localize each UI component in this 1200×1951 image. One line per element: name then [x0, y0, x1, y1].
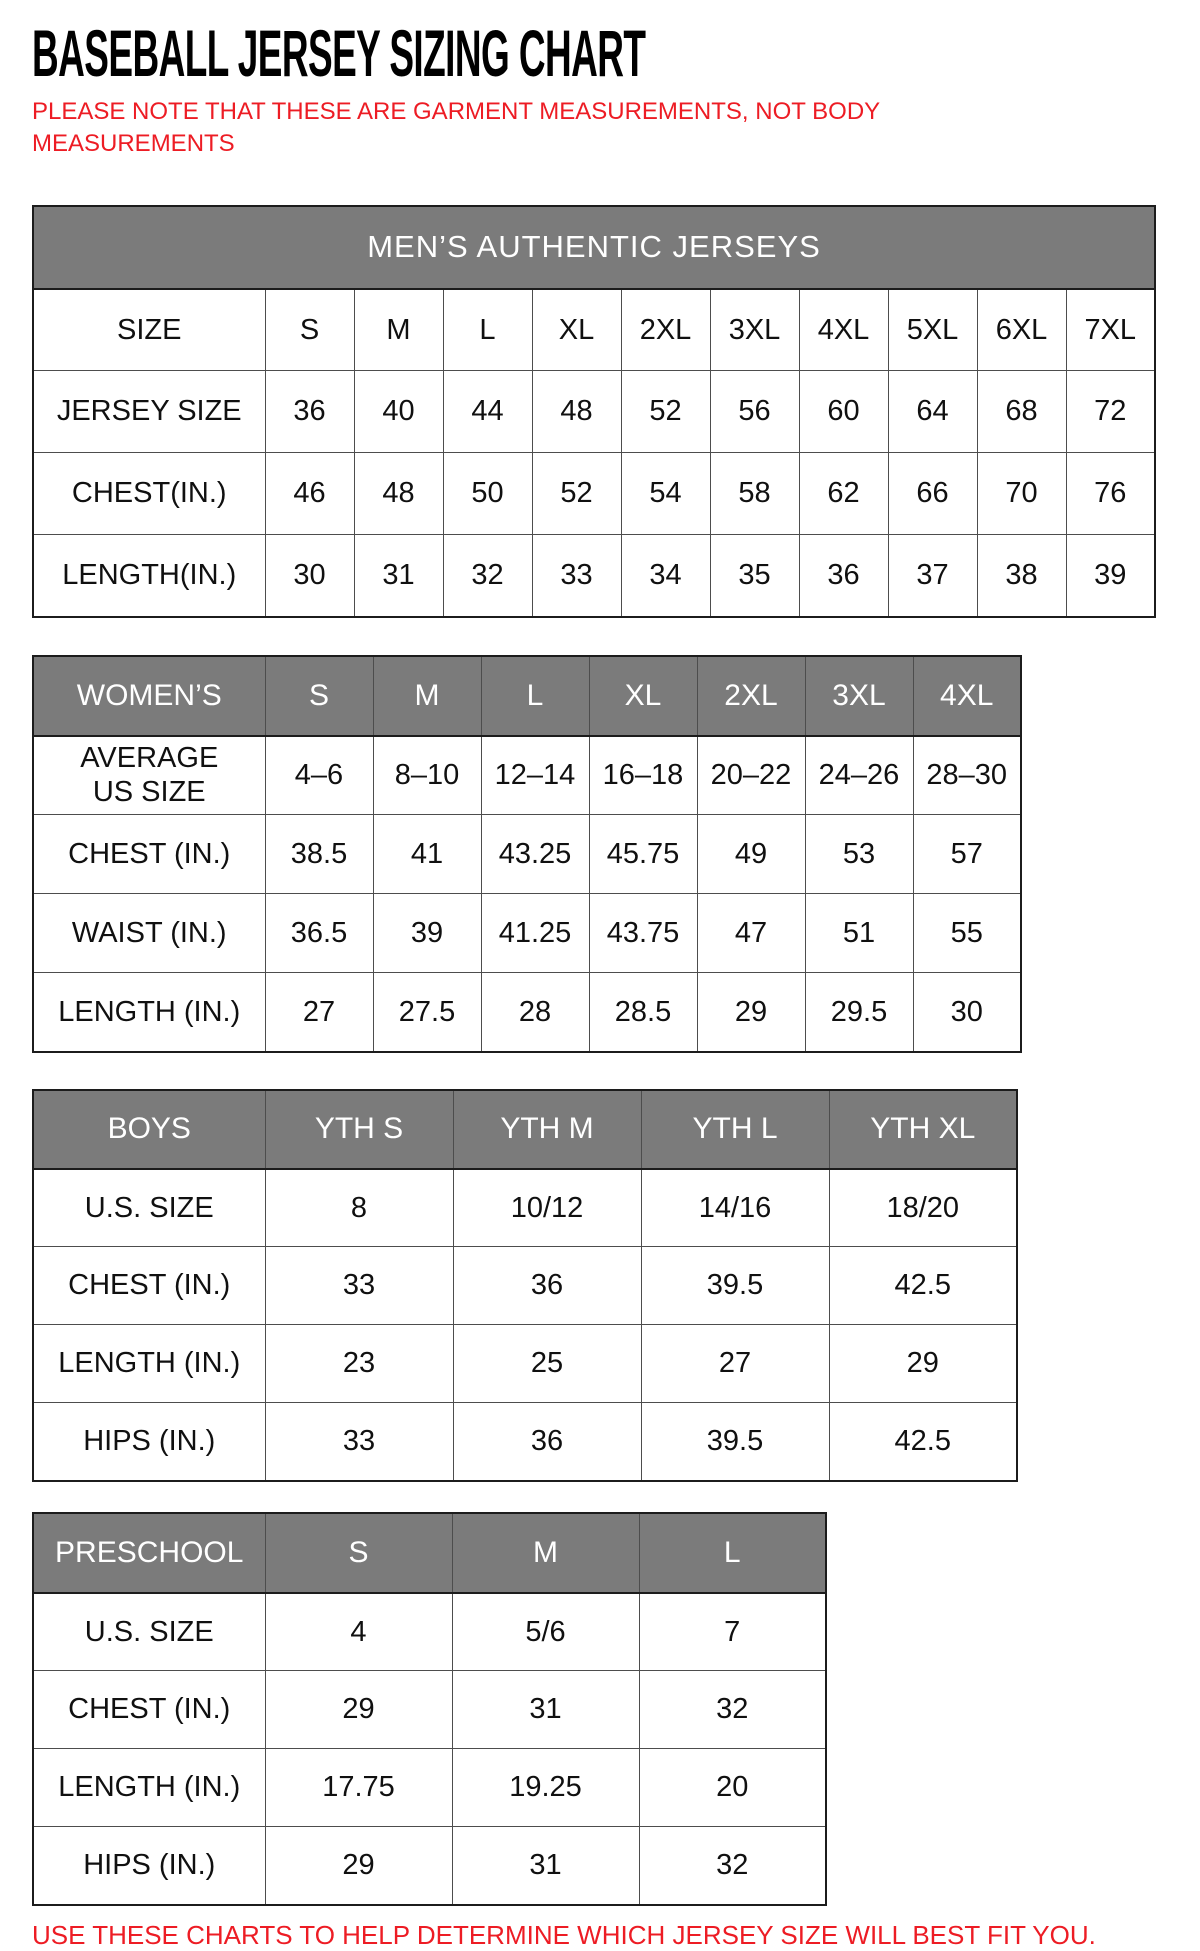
womens-header-row	[33, 656, 1021, 736]
col-header: XL	[589, 656, 697, 736]
cell: 50	[443, 453, 532, 535]
cell: 32	[639, 1671, 826, 1749]
table-row	[33, 973, 1021, 1052]
boys-header-row	[33, 1090, 1017, 1169]
cell: 10/12	[453, 1169, 641, 1247]
col-header: YTH L	[641, 1090, 829, 1169]
table-row	[33, 815, 1021, 894]
cell: 42.5	[829, 1403, 1017, 1481]
cell: 31	[452, 1827, 639, 1905]
table-row	[33, 1593, 826, 1671]
cell: 32	[443, 535, 532, 617]
cell: 23	[265, 1325, 453, 1403]
col-header: S	[265, 1513, 452, 1593]
row-label: CHEST(IN.)	[33, 453, 265, 535]
row-label: LENGTH (IN.)	[33, 1749, 265, 1827]
col-header: 5XL	[888, 289, 977, 371]
cell: 43.75	[589, 894, 697, 973]
row-label: LENGTH (IN.)	[33, 1325, 265, 1403]
cell: 68	[977, 371, 1066, 453]
cell: 53	[805, 815, 913, 894]
col-header: M	[452, 1513, 639, 1593]
row-label: CHEST (IN.)	[33, 815, 265, 894]
cell: 30	[913, 973, 1021, 1052]
cell: 48	[532, 371, 621, 453]
cell: 37	[888, 535, 977, 617]
cell: 36	[265, 371, 354, 453]
col-header: M	[373, 656, 481, 736]
col-header: XL	[532, 289, 621, 371]
page-title	[32, 16, 1170, 90]
cell: 66	[888, 453, 977, 535]
table-row	[33, 1403, 1017, 1481]
note-line-1: PLEASE NOTE THAT THESE ARE GARMENT MEASUREMENTS, NOT BODY	[32, 98, 881, 125]
row-label: U.S. SIZE	[33, 1593, 265, 1671]
table-row	[33, 535, 1155, 617]
cell: 36	[799, 535, 888, 617]
cell: 39.5	[641, 1247, 829, 1325]
row-label: CHEST (IN.)	[33, 1671, 265, 1749]
cell: 32	[639, 1827, 826, 1905]
col-header: L	[443, 289, 532, 371]
cell: 48	[354, 453, 443, 535]
cell: 58	[710, 453, 799, 535]
col-header: 3XL	[805, 656, 913, 736]
cell: 27	[265, 973, 373, 1052]
cell: 5/6	[452, 1593, 639, 1671]
col-header: 3XL	[710, 289, 799, 371]
cell: 29.5	[805, 973, 913, 1052]
cell: 29	[829, 1325, 1017, 1403]
mens-sizing-table	[32, 205, 1156, 618]
cell: 44	[443, 371, 532, 453]
cell: 46	[265, 453, 354, 535]
cell: 27.5	[373, 973, 481, 1052]
cell: 64	[888, 371, 977, 453]
cell: 29	[265, 1827, 452, 1905]
cell: 31	[452, 1671, 639, 1749]
cell: 57	[913, 815, 1021, 894]
col-header: M	[354, 289, 443, 371]
col-header: 6XL	[977, 289, 1066, 371]
cell: 41	[373, 815, 481, 894]
table-row	[33, 1749, 826, 1827]
cell: 41.25	[481, 894, 589, 973]
cell: 62	[799, 453, 888, 535]
table-title: WOMEN’S	[33, 656, 265, 736]
col-header: L	[639, 1513, 826, 1593]
cell: 19.25	[452, 1749, 639, 1827]
col-header: 2XL	[621, 289, 710, 371]
cell: 34	[621, 535, 710, 617]
row-label: HIPS (IN.)	[33, 1403, 265, 1481]
col-header: 4XL	[913, 656, 1021, 736]
cell: 52	[621, 371, 710, 453]
row-label: JERSEY SIZE	[33, 371, 265, 453]
boys-sizing-table	[32, 1089, 1018, 1482]
cell: 39	[1066, 535, 1155, 617]
cell: 49	[697, 815, 805, 894]
table-row	[33, 371, 1155, 453]
cell: 55	[913, 894, 1021, 973]
mens-banner: MEN’S AUTHENTIC JERSEYS	[33, 206, 1155, 289]
cell: 28.5	[589, 973, 697, 1052]
cell: 8–10	[373, 736, 481, 815]
cell: 43.25	[481, 815, 589, 894]
preschool-sizing-table	[32, 1512, 827, 1906]
cell: 33	[265, 1403, 453, 1481]
page-title-text: BASEBALL JERSEY SIZING CHART	[32, 16, 646, 90]
mens-header-row	[33, 289, 1155, 371]
table-row	[33, 894, 1021, 973]
cell: 54	[621, 453, 710, 535]
row-label: LENGTH(IN.)	[33, 535, 265, 617]
cell: 8	[265, 1169, 453, 1247]
cell: 25	[453, 1325, 641, 1403]
row-label: SIZE	[33, 289, 265, 371]
cell: 35	[710, 535, 799, 617]
table-row	[33, 1169, 1017, 1247]
cell: 70	[977, 453, 1066, 535]
col-header: YTH M	[453, 1090, 641, 1169]
cell: 30	[265, 535, 354, 617]
cell: 20	[639, 1749, 826, 1827]
cell: 28–30	[913, 736, 1021, 815]
cell: 20–22	[697, 736, 805, 815]
cell: 36	[453, 1247, 641, 1325]
table-row	[33, 1827, 826, 1905]
col-header: 4XL	[799, 289, 888, 371]
cell: 18/20	[829, 1169, 1017, 1247]
row-label: HIPS (IN.)	[33, 1827, 265, 1905]
garment-measurements-note	[32, 96, 1170, 161]
col-header: S	[265, 289, 354, 371]
cell: 29	[265, 1671, 452, 1749]
cell: 24–26	[805, 736, 913, 815]
cell: 16–18	[589, 736, 697, 815]
cell: 40	[354, 371, 443, 453]
cell: 4	[265, 1593, 452, 1671]
cell: 52	[532, 453, 621, 535]
cell: 28	[481, 973, 589, 1052]
cell: 60	[799, 371, 888, 453]
cell: 39	[373, 894, 481, 973]
cell: 4–6	[265, 736, 373, 815]
table-row	[33, 1671, 826, 1749]
table-row	[33, 453, 1155, 535]
col-header: L	[481, 656, 589, 736]
cell: 14/16	[641, 1169, 829, 1247]
cell: 17.75	[265, 1749, 452, 1827]
cell: 72	[1066, 371, 1155, 453]
cell: 36	[453, 1403, 641, 1481]
cell: 31	[354, 535, 443, 617]
cell: 38.5	[265, 815, 373, 894]
table-row	[33, 1325, 1017, 1403]
cell: 29	[697, 973, 805, 1052]
cell: 56	[710, 371, 799, 453]
row-label: U.S. SIZE	[33, 1169, 265, 1247]
col-header: YTH S	[265, 1090, 453, 1169]
mens-banner-row	[33, 206, 1155, 289]
row-label: WAIST (IN.)	[33, 894, 265, 973]
cell: 12–14	[481, 736, 589, 815]
cell: 36.5	[265, 894, 373, 973]
col-header: YTH XL	[829, 1090, 1017, 1169]
cell: 7	[639, 1593, 826, 1671]
cell: 42.5	[829, 1247, 1017, 1325]
cell: 47	[697, 894, 805, 973]
cell: 76	[1066, 453, 1155, 535]
cell: 33	[265, 1247, 453, 1325]
table-title: PRESCHOOL	[33, 1513, 265, 1593]
table-title: BOYS	[33, 1090, 265, 1169]
col-header: S	[265, 656, 373, 736]
cell: 38	[977, 535, 1066, 617]
row-label: AVERAGE US SIZE	[33, 736, 265, 815]
note-line-2: MEASUREMENTS	[32, 130, 235, 158]
cell: 33	[532, 535, 621, 617]
row-label: CHEST (IN.)	[33, 1247, 265, 1325]
cell: 39.5	[641, 1403, 829, 1481]
womens-sizing-table	[32, 655, 1022, 1053]
row-label: LENGTH (IN.)	[33, 973, 265, 1052]
cell: 27	[641, 1325, 829, 1403]
col-header: 7XL	[1066, 289, 1155, 371]
cell: 45.75	[589, 815, 697, 894]
table-row	[33, 1247, 1017, 1325]
preschool-header-row	[33, 1513, 826, 1593]
col-header: 2XL	[697, 656, 805, 736]
cell: 51	[805, 894, 913, 973]
table-row	[33, 736, 1021, 815]
footer-note: USE THESE CHARTS TO HELP DETERMINE WHICH JERSEY SIZE WILL BEST FIT YOU.	[32, 1919, 1096, 1950]
